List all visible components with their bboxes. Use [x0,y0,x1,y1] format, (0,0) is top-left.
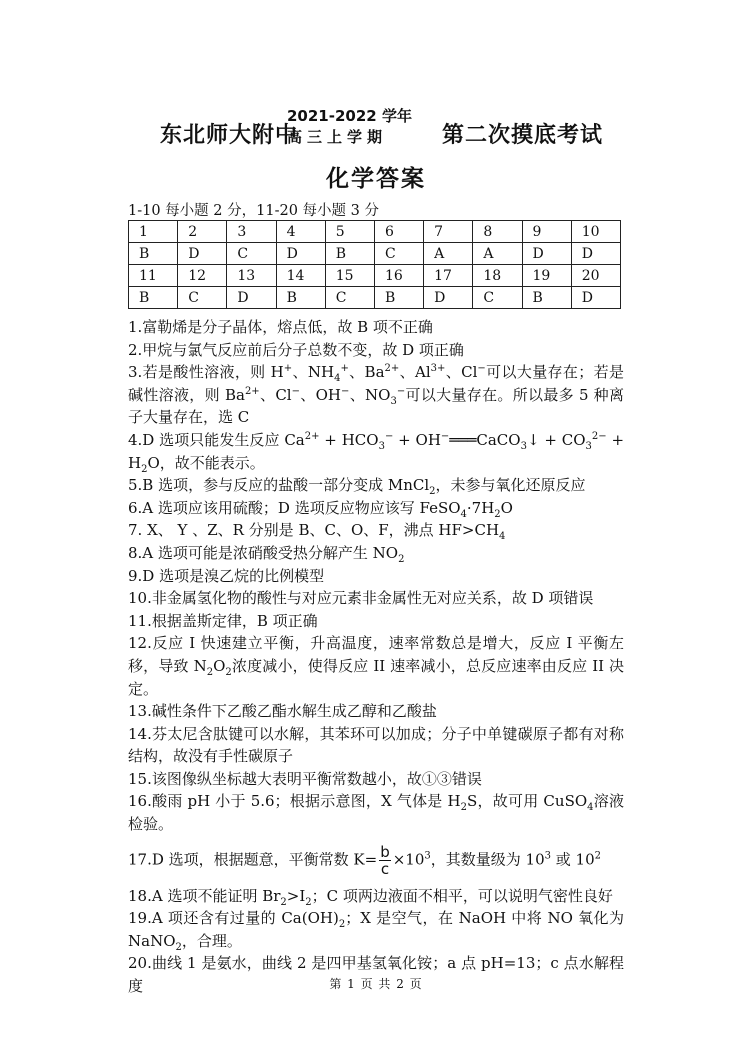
table-cell: D [522,243,571,265]
exam-name: 第二次摸底考试 [442,123,604,148]
note-10: 10.非金属氢化物的酸性与对应元素非金属性无对应关系，故 D 项错误 [128,589,594,608]
page-title: 化学答案 [326,166,426,192]
table-cell: A [473,243,522,265]
table-cell: D [227,287,276,309]
note-18: 18.A 选项不能证明 $Br_2>I_2$；C 项两边液面不相平，可以说明气密性良好 [128,886,613,908]
table-cell: C [227,243,276,265]
table-cell: 2 [178,221,227,243]
fraction-b-over-c: $\frac{b}{c}$ [380,842,390,878]
document-header [0,104,752,152]
note-7: 7. X、 Y 、Z、R 分别是 B、C、O、F，沸点 $HF>CH_4$ [128,521,506,543]
scoring-rule: 1-10 每小题 2 分，11-20 每小题 3 分 [128,203,379,219]
table-cell: D [571,287,620,309]
note-12: 12.反应 I 快速建立平衡，升高温度，速率常数总是增大，反应 I 平衡左移，导致 $N_2O_2$浓度减小，使得反应 II 速率减小，总反应速率由反应 II 决定。 [128,634,624,698]
table-cell: 3 [227,221,276,243]
table-cell: A [424,243,473,265]
table-cell: 4 [276,221,325,243]
table-cell: 12 [178,265,227,287]
table-cell: B [325,243,374,265]
note-13: 13.碱性条件下乙酸乙酯水解生成乙醇和乙酸盐 [128,702,437,721]
note-14: 14.芬太尼含肽键可以水解，其苯环可以加成；分子中单键碳原子都有对称结构，故没有手性碳原子 [128,724,624,766]
table-cell: B [129,243,178,265]
table-cell: D [178,243,227,265]
note-19: 19.A 项还含有过量的 $Ca(OH)_2$；X 是空气，在 NaOH 中将 NO 氧化为 NaNO$_2$，合理。 [128,909,624,953]
note-5: 5.B 选项，参与反应的盐酸一部分变成 MnCl$_2$，未参与氧化还原反应 [128,476,586,498]
note-3: 3.若是酸性溶液，则 H+、$NH_4^+$、$Ba^{2+}$、$Al^{3+}$、Cl−可以大量存在；若是碱性溶液，则 $Ba^{2+}$、Cl−、OH−、$NO_3^-$可以大量存在。所以最多 5 种离子大量存在，选 C [128,363,624,427]
semester: 高三上学期 [287,128,388,146]
table-cell: 7 [424,221,473,243]
table-cell: B [129,287,178,309]
table-cell: C [325,287,374,309]
table-cell: 15 [325,265,374,287]
note-2: 2.甲烷与氯气反应前后分子总数不变，故 D 项正确 [128,340,464,359]
table-cell: 1 [129,221,178,243]
answer-row [129,287,621,309]
table-cell: 14 [276,265,325,287]
answer-table [128,220,621,309]
table-cell: 13 [227,265,276,287]
table-cell: 8 [473,221,522,243]
table-cell: 16 [374,265,423,287]
note-15: 15.该图像纵坐标越大表明平衡常数越小，故①③错误 [128,769,482,788]
table-cell: 17 [424,265,473,287]
note-11: 11.根据盖斯定律，B 项正确 [128,611,318,630]
table-cell: B [522,287,571,309]
note-20: 20.曲线 1 是氨水，曲线 2 是四甲基氢氧化铵；a 点 pH=13；c 点水解程度 [128,954,624,996]
note-4: 4.D 选项只能发生反应 $Ca^{2+} + HCO_3^-$ + OH−═══CaCO$_3$↓ + $CO_3^{2-} + H_2O$，故不能表示。 [128,430,625,475]
academic-term [287,106,437,148]
note-1: 1.富勒烯是分子晶体，熔点低，故 B 项不正确 [128,318,433,336]
explanations [128,316,624,998]
table-cell: 18 [473,265,522,287]
table-cell: C [374,243,423,265]
note-8: 8.A 选项可能是浓硝酸受热分解产生 $NO_2$ [128,543,405,565]
table-cell: C [178,287,227,309]
table-cell: B [276,287,325,309]
table-cell: 5 [325,221,374,243]
table-cell: 9 [522,221,571,243]
note-17: 17.D 选项，根据题意，平衡常数 K= $\frac{b}{c}$ $\times 10^3$，其数量级为 $10^3$ 或 $10^2$ [128,842,601,878]
table-cell: 6 [374,221,423,243]
question-number-row [129,265,621,287]
table-cell: D [424,287,473,309]
table-cell: B [374,287,423,309]
school-name: 东北师大附中 [160,123,299,148]
table-cell: D [276,243,325,265]
question-number-row [129,221,621,243]
table-cell: D [571,243,620,265]
table-cell: 20 [571,265,620,287]
note-16: 16.酸雨 pH 小于 5.6；根据示意图，X 气体是 $H_2S$，故可用 CuSO$_4$溶液检验。 [128,792,624,834]
note-6: 6.A 选项应该用硫酸；D 选项反应物应该写 $FeSO_4\cdot 7H_2O$ [128,498,513,520]
table-cell: 10 [571,221,620,243]
answer-row [129,243,621,265]
table-cell: 19 [522,265,571,287]
table-cell: 11 [129,265,178,287]
table-cell: C [473,287,522,309]
academic-year: 2021-2022 学年 [287,107,412,125]
page-footer: 第 1 页 共 2 页 [329,977,423,991]
note-9: 9.D 选项是溴乙烷的比例模型 [128,566,325,585]
